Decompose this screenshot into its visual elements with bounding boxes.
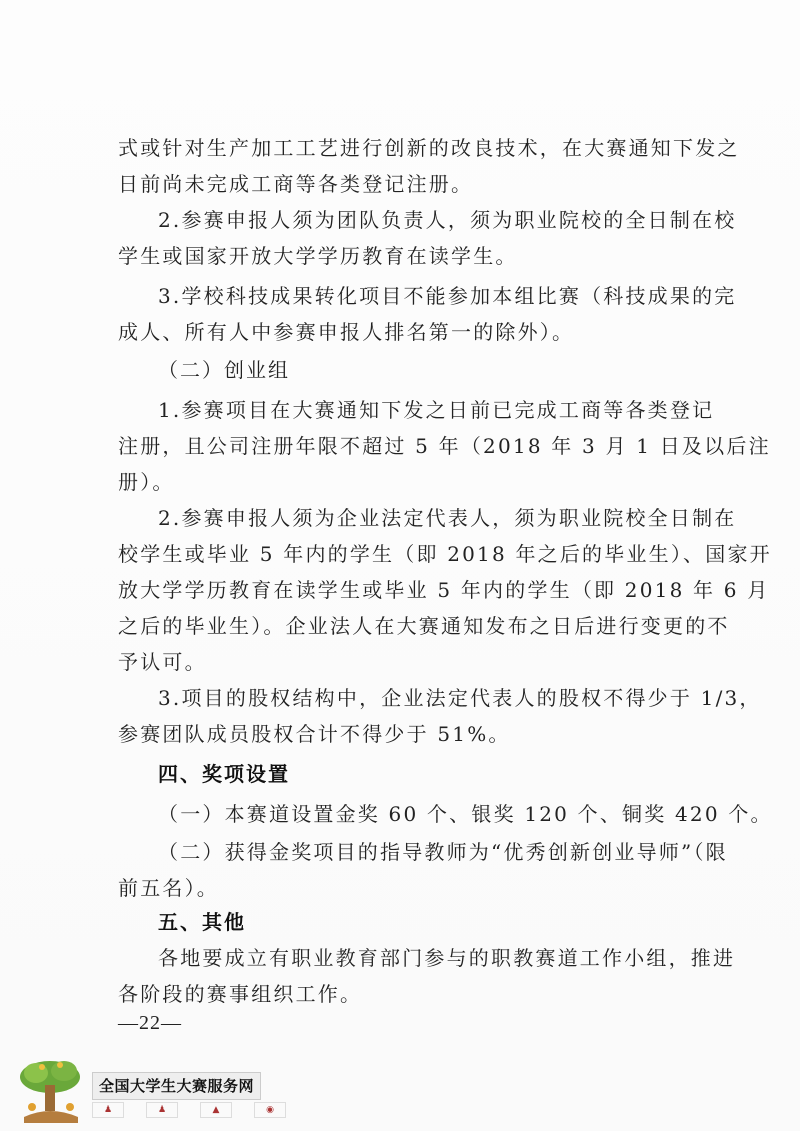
text-line: 参赛团队成员股权合计不得少于 51%。	[118, 722, 511, 746]
text-line: 各阶段的赛事组织工作。	[118, 982, 363, 1006]
text-line: （二）获得金奖项目的指导教师为“优秀创新创业导师”（限	[158, 840, 728, 864]
text-line: 学生或国家开放大学学历教育在读学生。	[118, 244, 518, 268]
text-line: 之后的毕业生）。企业法人在大赛通知发布之日后进行变更的不	[118, 614, 730, 638]
page-number: —22—	[118, 1012, 182, 1034]
text-line: （一）本赛道设置金奖 60 个、银奖 120 个、铜奖 420 个。	[158, 802, 773, 826]
paragraph-awards-2	[118, 834, 728, 906]
paragraph-startup-2	[118, 500, 772, 680]
site-brand-label[interactable]: 全国大学生大赛服务网	[92, 1072, 261, 1100]
paragraph-startup-3	[118, 680, 762, 752]
text-line: 日前尚未完成工商等各类登记注册。	[118, 172, 474, 196]
heading-awards: 四、奖项设置	[158, 762, 290, 786]
text-line: 2.参赛申报人须为团队负责人，须为职业院校的全日制在校	[158, 208, 737, 232]
web-icon: ◉	[254, 1102, 286, 1118]
text-line: 前五名）。	[118, 876, 219, 900]
heading-other: 五、其他	[158, 910, 246, 934]
text-line: 册）。	[118, 470, 175, 494]
tree-logo-icon	[14, 1055, 89, 1125]
text-line: 成人、所有人中参赛申报人排名第一的除外）。	[118, 320, 575, 344]
text-line: 校学生或毕业 5 年内的学生（即 2018 年之后的毕业生）、国家开	[118, 542, 772, 566]
text-line: 1.参赛项目在大赛通知下发之日前已完成工商等各类登记	[158, 398, 715, 422]
text-line: 式或针对生产加工工艺进行创新的改良技术，在大赛通知下发之	[118, 136, 740, 160]
paragraph-innovation-2	[118, 202, 737, 274]
text-line: 予认可。	[118, 650, 207, 674]
paragraph-innovation-3	[118, 278, 737, 350]
person-icon: ♟	[92, 1102, 124, 1118]
paragraph-other	[118, 940, 736, 1012]
paragraph-continuation	[118, 130, 740, 202]
paragraph-startup-1	[118, 392, 771, 500]
text-line: 3.学校科技成果转化项目不能参加本组比赛（科技成果的完	[158, 284, 737, 308]
group-icon: ▲	[200, 1102, 232, 1118]
person-icon: ♟	[146, 1102, 178, 1118]
subhead-startup-group: （二）创业组	[158, 358, 290, 382]
text-line: 3.项目的股权结构中，企业法定代表人的股权不得少于 1/3，	[158, 686, 762, 710]
text-line: 注册，且公司注册年限不超过 5 年（2018 年 3 月 1 日及以后注	[118, 434, 771, 458]
text-line: 放大学学历教育在读学生或毕业 5 年内的学生（即 2018 年 6 月	[118, 578, 770, 602]
paragraph-awards-1	[118, 796, 773, 832]
text-line: 2.参赛申报人须为企业法定代表人，须为职业院校全日制在	[158, 506, 737, 530]
text-line: 各地要成立有职业教育部门参与的职教赛道工作小组，推进	[158, 946, 736, 970]
footer-icon-row	[92, 1102, 286, 1118]
